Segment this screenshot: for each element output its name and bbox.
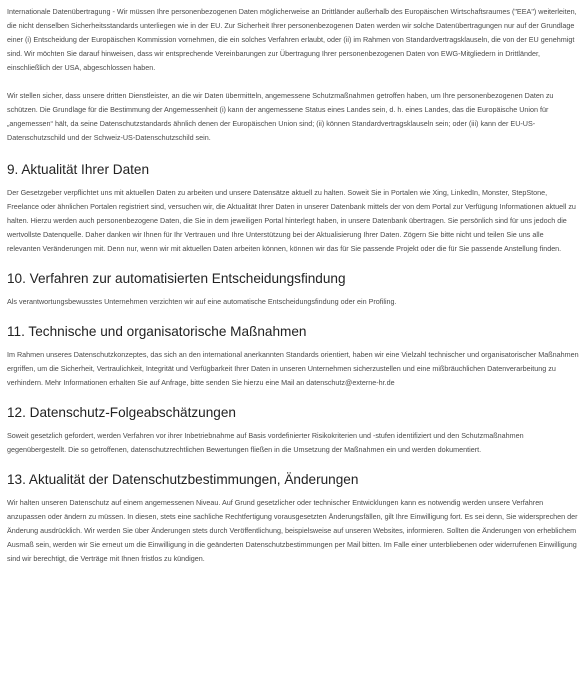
- section-paragraph: Als verantwortungsbewusstes Unternehmen verzichten wir auf eine automatische Entscheidungsfindung oder ein Profiling.: [7, 297, 397, 306]
- section-policy-changes: [7, 471, 579, 566]
- section-paragraph: Der Gesetzgeber verpflichtet uns mit aktuellen Daten zu arbeiten und unsere Datensätze aktuell zu halten. Soweit Sie in Portalen wie Xing, LinkedIn, Monster, StepStone, Freelance oder ähnlichen Portalen registriert sind, versuchen wir, die Aktualität Ihrer Daten in unserer Datenbank mittels der von dem Portal zur Verfügung Informationen aktuell zu halten. Hierzu werden auch personenbezogene Daten, die Sie in dem jeweiligen Portal hinterlegt haben, in unsere Datenbank übertragen. Sie persönlich sind für uns jedoch die wertvollste Datenquelle. Daher danken wir Ihnen für Ihr Vertrauen und Ihre Unterstützung bei der Aktualisierung Ihrer Daten. Zögern Sie bitte nicht und teilen Sie uns alle relevanten Veränderungen mit. Denn nur, wenn wir mit aktuellen Daten arbeiten können, können wir das für Sie passende Projekt oder die für Sie passende Anstellung finden.: [7, 188, 576, 253]
- section-heading: 11. Technische und organisatorische Maßnahmen: [7, 324, 307, 339]
- section-paragraph: Im Rahmen unseres Datenschutzkonzeptes, das sich an den international anerkannten Standards orientiert, haben wir eine Vielzahl technischer und organisatorischer Maßnahmen ergriffen, um die Sicherheit, Vertraulichkeit, Integrität und Verfügbarkeit Ihrer Daten in unseren Unternehmen sicherzustellen und eine mißbräuchlichen Datenverarbeitung zu verhindern. Mehr Informationen erhalten Sie auf Anfrage, bitte senden Sie hierzu eine Mail an datenschutz@externe-hr.de: [7, 350, 579, 387]
- section-impact-assessments: [7, 404, 579, 457]
- section-paragraph: Soweit gesetzlich gefordert, werden Verfahren vor ihrer Inbetriebnahme auf Basis vordefinierter Risikokriterien und -stufen identifiziert und den Schutzmaßnahmen gegenübergestellt. Die so getroffenen, datenschutzrechtlichen Bewertungen fließen in die Umsetzung der Maßnahmen ein und werden dokumentiert.: [7, 431, 524, 454]
- section-paragraph: Wir halten unseren Datenschutz auf einem angemessenen Niveau. Auf Grund gesetzlicher oder technischer Entwicklungen kann es notwendig werden unsere Verfahren anzupassen oder ändern zu müssen. In diesen, stets eine sachliche Rechtfertigung vorausgesetzten Änderungsfällen, gilt Ihre Einwilligung fort. Es sei denn, Sie widersprechen der Änderung ausdrücklich. Wir werden Sie über Änderungen stets durch Veröffentlichung, beispielsweise auf unseren Websites, informieren. Sollten die Änderungen von erheblichem Ausmaß sein, werden wir Sie erneut um die Einwilligung in die geänderten Datenschutzbestimmungen per Mail bitten. Im Falle einer unterbliebenen oder widerrufenen Einwilligung sind wir berechtigt, die Verträge mit Ihnen fristlos zu kündigen.: [7, 498, 578, 563]
- intro-paragraph-data-transfer: Internationale Datenübertragung - Wir müssen Ihre personenbezogenen Daten möglicherweise an Drittländer außerhalb des Europäischen Wirtschaftsraumes ("EEA") weiterleiten, die nicht denselben Sicherheitsstandards unterliegen wie in der EU. Zur Sicherheit Ihrer personenbezogenen Daten werden wir solche Datenübertragungen nur auf der Grundlage einer (i) Entscheidung der Europäischen Kommission vornehmen, die ein solches Verfahren erlaubt, oder (ii) im Rahmen von Standardvertragsklauseln, die von der EU genehmigt sind. Wir möchten Sie darauf hinweisen, dass wir entsprechende Vereinbarungen zur Übertragung Ihrer personenbezogenen Daten von EWG-Mitgliedern in Drittländer, einschließlich der USA, abgeschlossen haben.: [7, 7, 577, 72]
- section-technical-measures: [7, 323, 579, 390]
- intro-paragraph-safeguards: Wir stellen sicher, dass unsere dritten Dienstleister, an die wir Daten übermitteln, angemessene Schutzmaßnahmen getroffen haben, um Ihre personenbezogenen Daten zu schützen. Die Grundlage für die Bestimmung der Angemessenheit (i) kann der angemessene Status eines Landes sein, d. h. eines Landes, das die Europäische Union für „angemessen“ hält, da seine Datenschutzstandards ähnlich denen der Europäischen Union sind; (ii) können Standardvertragsklauseln sein; oder (iii) kann der EU-US-Datenschutzschild und der Schweiz-US-Datenschutzschild sein.: [7, 91, 554, 142]
- section-heading: 13. Aktualität der Datenschutzbestimmungen, Änderungen: [7, 472, 359, 487]
- section-heading: 10. Verfahren zur automatisierten Entscheidungsfindung: [7, 271, 346, 286]
- section-automated-decisions: [7, 270, 579, 309]
- section-heading: 9. Aktualität Ihrer Daten: [7, 162, 150, 177]
- section-data-currency: [7, 161, 579, 256]
- section-heading: 12. Datenschutz-Folgeabschätzungen: [7, 405, 236, 420]
